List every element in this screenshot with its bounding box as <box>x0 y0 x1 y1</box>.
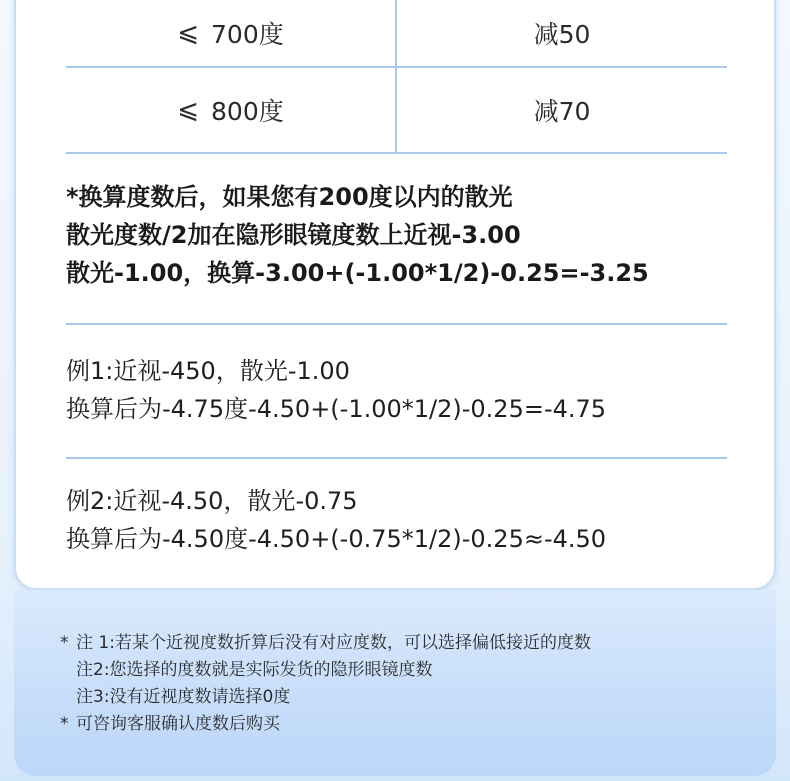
less-equal-symbol: ⩽ <box>177 18 200 48</box>
note-star: * <box>60 633 69 653</box>
note-line <box>60 630 760 657</box>
discount-cell: 减70 <box>533 97 591 126</box>
note-text: 注 1:若某个近视度数折算后没有对应度数，可以选择偏低接近的度数 <box>76 633 591 653</box>
degree-cell <box>66 68 395 152</box>
note-line <box>60 657 760 684</box>
note-star: * <box>60 714 69 734</box>
example-line: 例1:近视-450，散光-1.00 <box>66 357 350 385</box>
explanation-line: 散光度数/2加在隐形眼镜度数上近视-3.00 <box>66 221 521 249</box>
explanation-line: 散光-1.00，换算-3.00+(-1.00*1/2)-0.25=-3.25 <box>66 259 649 287</box>
note-text: 注3:没有近视度数请选择0度 <box>76 687 291 707</box>
section-divider <box>66 457 727 459</box>
example-2 <box>66 482 746 558</box>
discount-cell: 减50 <box>533 20 591 49</box>
note-line <box>60 684 760 711</box>
example-line: 换算后为-4.50度-4.50+(-0.75*1/2)-0.25≈-4.50 <box>66 525 607 553</box>
section-divider <box>66 323 727 325</box>
less-equal-symbol: ⩽ <box>177 95 200 125</box>
example-1 <box>66 352 746 428</box>
degree-discount-table <box>66 0 727 154</box>
conversion-explanation <box>66 178 746 292</box>
table-bottom-border <box>66 152 727 154</box>
degree-value: 700度 <box>211 20 284 49</box>
note-text: 注2:您选择的度数就是实际发货的隐形眼镜度数 <box>76 660 433 680</box>
example-line: 换算后为-4.75度-4.50+(-1.00*1/2)-0.25=-4.75 <box>66 395 607 423</box>
degree-cell <box>66 0 395 66</box>
note-text: 可咨询客服确认度数后购买 <box>76 714 280 734</box>
note-line <box>60 711 760 738</box>
explanation-line: *换算度数后，如果您有200度以内的散光 <box>66 183 513 211</box>
degree-value: 800度 <box>211 97 284 126</box>
notes-section <box>60 630 760 738</box>
example-line: 例2:近视-4.50，散光-0.75 <box>66 487 358 515</box>
table-column-divider <box>395 0 397 152</box>
